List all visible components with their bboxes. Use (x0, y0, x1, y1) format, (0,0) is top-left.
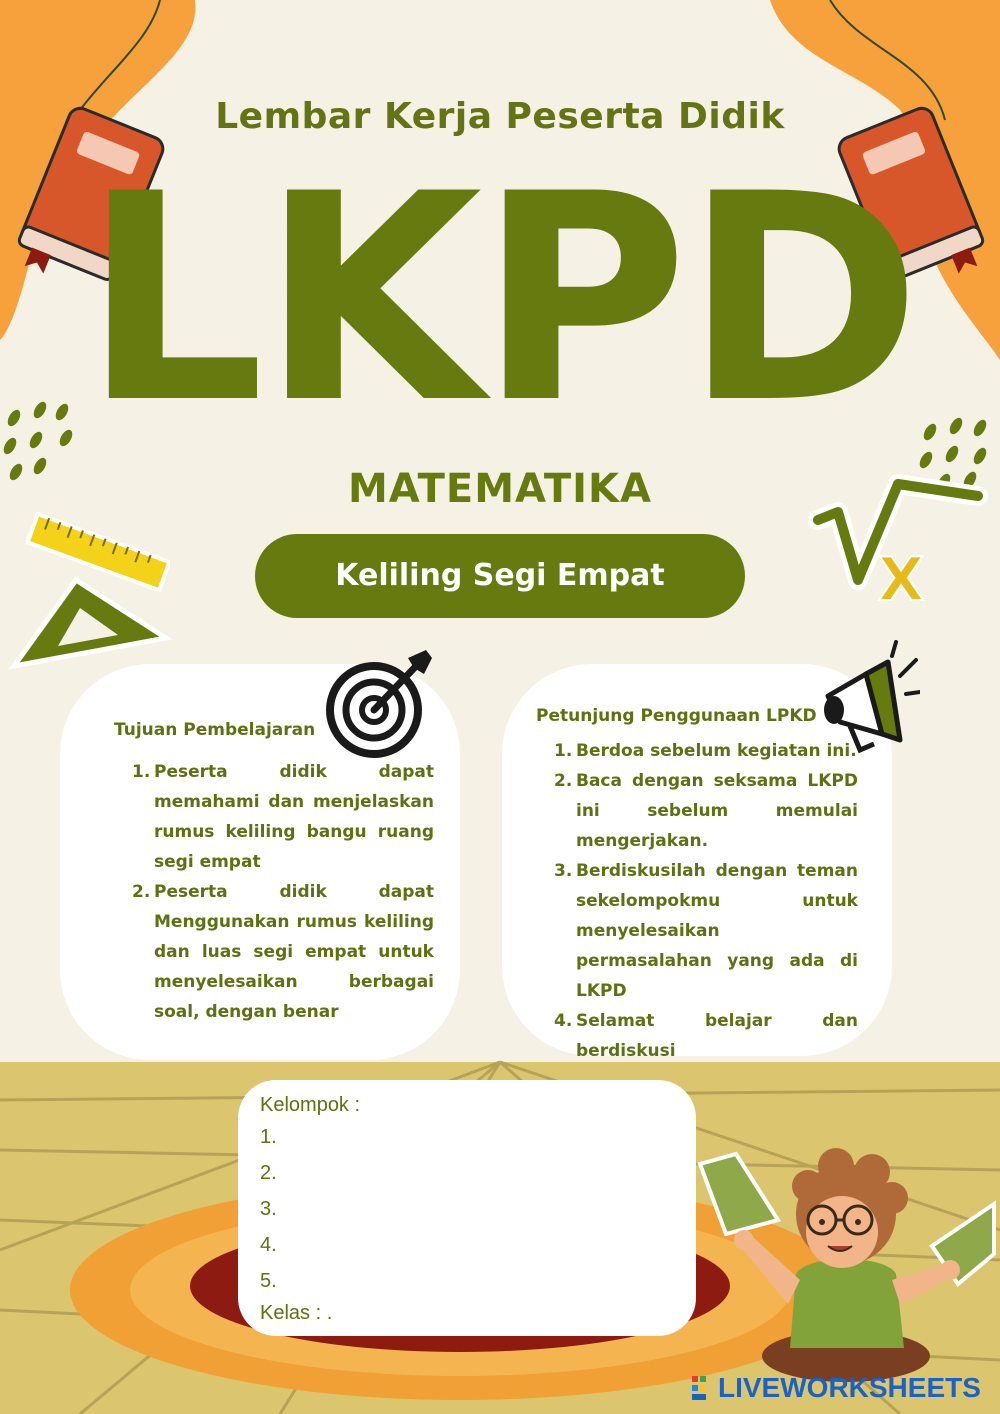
instructions-title: Petunjung Penggunaan LPKD (536, 706, 817, 726)
member-line-5[interactable]: 5. (260, 1270, 277, 1292)
class-line[interactable]: Kelas : . (260, 1302, 333, 1324)
subtitle: Lembar Kerja Peserta Didik (215, 96, 785, 137)
list-number: 1. (554, 741, 573, 761)
list-number: 2. (132, 882, 151, 902)
megaphone-icon (816, 640, 920, 756)
page-title: LKPD (82, 134, 918, 466)
child-illustration (696, 1134, 996, 1384)
list-text: Peserta didik dapat memahami dan menjelaskan rumus keliling bangu ruang segi empat (154, 762, 434, 872)
list-text: Peserta didik dapat Menggunakan rumus keliling dan luas segi empat untuk menyelesaikan berbagai soal, dengan benar (154, 882, 434, 1022)
list-item (554, 856, 858, 1006)
member-line-2[interactable]: 2. (260, 1162, 277, 1184)
topic-badge: Keliling Segi Empat (255, 534, 745, 618)
member-line-3[interactable]: 3. (260, 1198, 277, 1220)
group-card (238, 1080, 696, 1336)
list-item (132, 757, 434, 877)
list-text: Selamat belajar dan berdiskusi (576, 1011, 858, 1061)
group-label: Kelompok : (260, 1094, 361, 1116)
list-item (132, 877, 434, 1027)
list-item (554, 736, 858, 766)
list-item (554, 766, 858, 856)
subject-heading: MATEMATIKA (347, 466, 653, 512)
set-square-icon (6, 572, 176, 672)
list-number: 4. (554, 1011, 573, 1031)
liveworksheets-logo-icon (692, 1376, 714, 1402)
target-icon (322, 644, 438, 760)
list-number: 2. (554, 771, 573, 791)
list-number: 3. (554, 861, 573, 881)
list-text: Berdoa sebelum kegiatan ini. (576, 741, 857, 761)
member-line-4[interactable]: 4. (260, 1234, 277, 1256)
svg-text:X: X (878, 545, 925, 615)
list-number: 1. (132, 762, 151, 782)
list-item (554, 1006, 858, 1066)
list-text: Baca dengan seksama LKPD ini sebelum memulai mengerjakan. (576, 771, 858, 851)
objectives-title: Tujuan Pembelajaran (114, 720, 316, 740)
objectives-list (132, 757, 434, 1027)
instructions-list (554, 736, 858, 1066)
list-text: Berdiskusilah dengan teman sekelompokmu untuk menyelesaikan permasalahan yang ada di LKPD (576, 861, 858, 1001)
watermark: LIVEWORKSHEETS (718, 1372, 981, 1403)
member-line-1[interactable]: 1. (260, 1126, 277, 1148)
